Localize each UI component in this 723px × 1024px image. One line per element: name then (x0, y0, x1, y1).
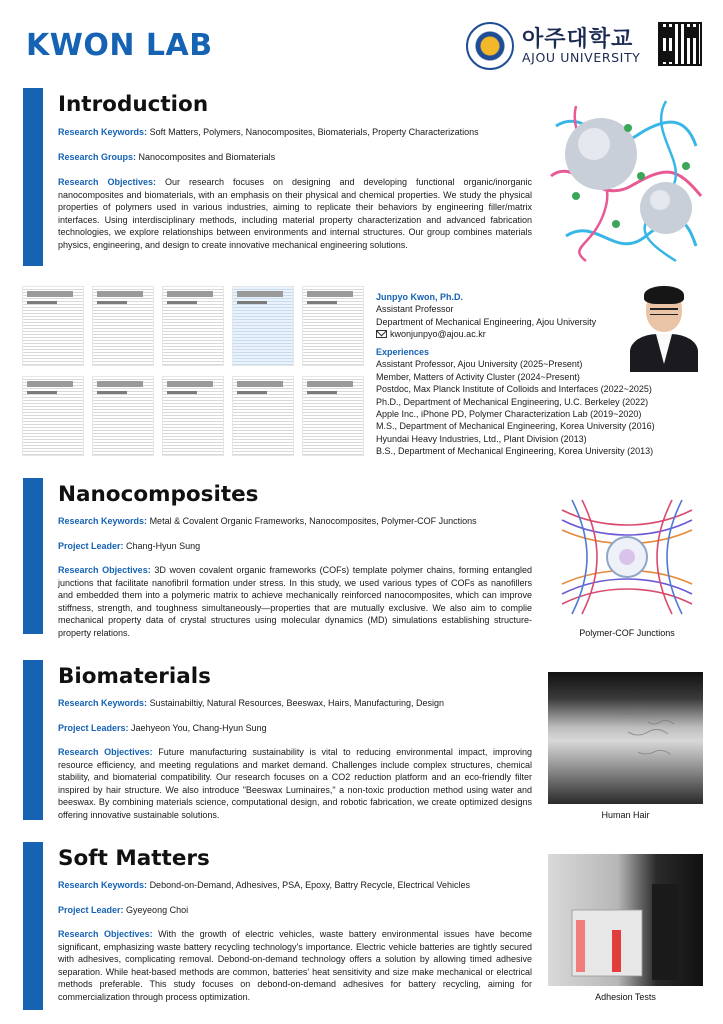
objectives-text: 3D woven covalent organic frameworks (COFs) template polymer chains, forming entangled junctions that facilitate nanofibril formation under stress. In this study, we used various types of COFs as nanofillers and embedded them into a polymeric matrix to achieve mechanically reinforced nanocomposites, which can improve stiffness, strength, and toughness simultaneously—properties that are mutually exclusive. We also aim to complie mechanical property data of crystal structures using molecular dynamics (MD) simulations establishing structure-property relations. (58, 565, 532, 638)
section-bar-soft-matters (23, 842, 43, 1010)
adhesion-test-photo (548, 854, 703, 986)
pi-experiences (376, 346, 655, 458)
university-seal-icon (466, 22, 514, 70)
section-bar-introduction (23, 88, 43, 266)
pi-profile (376, 291, 596, 341)
leader-value: Jaehyeon You, Chang-Hyun Sung (131, 723, 267, 733)
experience-item: Ph.D., Department of Mechanical Engineering, U.C. Berkeley (2022) (376, 396, 649, 407)
university-name-english: AJOU UNIVERSITY (522, 50, 641, 65)
pi-email[interactable]: kwonjunpyo@ajou.ac.kr (390, 329, 486, 340)
experience-item: Member, Matters of Activity Cluster (2024~Present) (376, 371, 580, 382)
nanocomposites-title: Nanocomposites (58, 482, 259, 507)
groups-value: Nanocomposites and Biomaterials (138, 152, 276, 162)
introduction-groups (58, 151, 275, 164)
pi-name: Junpyo Kwon, Ph.D. (376, 292, 463, 302)
soft-matters-objectives (58, 928, 532, 1004)
nanocomposites-keywords (58, 515, 477, 528)
nanocomposites-caption: Polymer-COF Junctions (579, 628, 675, 638)
biomaterials-objectives (58, 746, 532, 822)
introduction-title: Introduction (58, 92, 209, 117)
publication-thumbnail[interactable] (162, 376, 224, 456)
leader-label: Project Leaders: (58, 723, 129, 733)
objectives-text: Our research focuses on designing and developing functional organic/inorganic nanocomposites and biomaterials, with an emphasis on their physical and chemical properties. We study the physical properties of polymers used in various industries, aiming to replicate their behaviors by engineering filler/matrix interfaces. Using interdisciplinary methods, including material property characterization and advanced fabrication technologies, we explore relationships between environments and internal structures. Our group combines materials physics, engineering, and design to create innovative mechanical engineering solutions. (58, 177, 533, 250)
experience-item: M.S., Department of Mechanical Engineering, Korea University (2016) (376, 421, 655, 432)
university-logo-block (466, 20, 706, 76)
publications-gallery (22, 286, 370, 460)
soft-matters-title: Soft Matters (58, 846, 210, 871)
objectives-label: Research Objectives: (58, 177, 157, 187)
polymer-cof-junction-figure (552, 490, 702, 624)
pi-email-row (376, 328, 596, 340)
leader-value: Chang-Hyun Sung (126, 541, 201, 551)
publication-thumbnail[interactable] (232, 376, 294, 456)
nanocomposites-leader (58, 540, 200, 553)
section-bar-nanocomposites (23, 478, 43, 634)
keywords-value: Metal & Covalent Organic Frameworks, Nanocomposites, Polymer-COF Junctions (149, 516, 477, 526)
soft-matters-keywords (58, 879, 470, 892)
leader-label: Project Leader: (58, 541, 124, 551)
objectives-label: Research Objectives: (58, 565, 151, 575)
leader-value: Gyeyeong Choi (126, 905, 189, 915)
experience-item: Postdoc, Max Planck Institute of Colloids and Interfaces (2022~2025) (376, 384, 652, 395)
publication-thumbnail[interactable] (232, 286, 294, 366)
keywords-label: Research Keywords: (58, 880, 148, 890)
objectives-text: With the growth of electric vehicles, waste battery environmental issues have become significant, emphasizing waste battery recycling technology's importance. Electric vehicle batteries are tightly secured with adhesives, complicating removal. Debond-on-demand technology offers a solution by allowing timed adhesive separation. While heat-based methods are common, batteries' heat sensitivity and size make mechanical or electrical methods preferable. This study focuses on debond-on-demand adhesives for battery recycling, aiming for commercialization through process optimization. (58, 929, 532, 1002)
publication-thumbnail[interactable] (22, 286, 84, 366)
pi-position: Assistant Professor (376, 304, 454, 315)
publication-thumbnail[interactable] (302, 376, 364, 456)
biomaterials-caption: Human Hair (601, 810, 650, 820)
polymer-network-illustration (546, 96, 704, 264)
university-name-korean: 아주대학교 (522, 27, 634, 52)
publication-thumbnail[interactable] (92, 376, 154, 456)
introduction-objectives (58, 176, 532, 252)
soft-matters-leader (58, 904, 188, 917)
publication-thumbnail[interactable] (162, 286, 224, 366)
qr-code-icon[interactable] (658, 22, 702, 66)
pi-portrait (626, 284, 702, 372)
introduction-keywords (58, 126, 479, 139)
keywords-value: Debond-on-Demand, Adhesives, PSA, Epoxy, Battry Recycle, Electrical Vehicles (149, 880, 471, 890)
keywords-value: Soft Matters, Polymers, Nanocomposites, Biomaterials, Property Characterizations (149, 127, 479, 137)
leader-label: Project Leader: (58, 905, 124, 915)
pi-department: Department of Mechanical Engineering, Ajou University (376, 316, 597, 327)
experience-item: B.S., Department of Mechanical Engineering, Korea University (2013) (376, 446, 654, 457)
keywords-value: Sustainabiltiy, Natural Resources, Beeswax, Hairs, Manufacturing, Design (149, 698, 445, 708)
objectives-label: Research Objectives: (58, 747, 153, 757)
objectives-text: Future manufacturing sustainability is vital to reducing environmental impact, improving resource efficiency, and meeting regulations and market demand. Challenges include complex structures, chemical stability, and biomaterial compatibility. Our research focuses on a CO2 reduction platform and an eco-friendly filter inspired by hair structure. We also introduce "Beeswax Luminaires," a non-toxic production method using water and beeswax. By combining materials science, computational design, and robotic fabrication, we create optimized designs offering innovative sustainable solutions. (58, 747, 532, 820)
publication-thumbnail[interactable] (92, 286, 154, 366)
objectives-label: Research Objectives: (58, 929, 153, 939)
human-hair-micrograph (548, 672, 703, 804)
biomaterials-leader (58, 722, 267, 735)
lab-title: KWON LAB (26, 28, 213, 63)
experience-item: Hyundai Heavy Industries, Ltd., Plant Division (2013) (376, 433, 587, 444)
soft-matters-caption: Adhesion Tests (595, 992, 656, 1002)
biomaterials-title: Biomaterials (58, 664, 211, 689)
publication-thumbnail[interactable] (302, 286, 364, 366)
keywords-label: Research Keywords: (58, 127, 148, 137)
keywords-label: Research Keywords: (58, 698, 148, 708)
experiences-heading: Experiences (376, 347, 430, 357)
publication-thumbnail[interactable] (22, 376, 84, 456)
section-bar-biomaterials (23, 660, 43, 820)
biomaterials-keywords (58, 697, 444, 710)
groups-label: Research Groups: (58, 152, 137, 162)
keywords-label: Research Keywords: (58, 516, 148, 526)
nanocomposites-objectives (58, 564, 532, 640)
experience-item: Apple Inc., iPhone PD, Polymer Characterization Lab (2019~2020) (376, 409, 642, 420)
mail-icon (376, 330, 387, 338)
experience-item: Assistant Professor, Ajou University (2025~Present) (376, 359, 583, 370)
